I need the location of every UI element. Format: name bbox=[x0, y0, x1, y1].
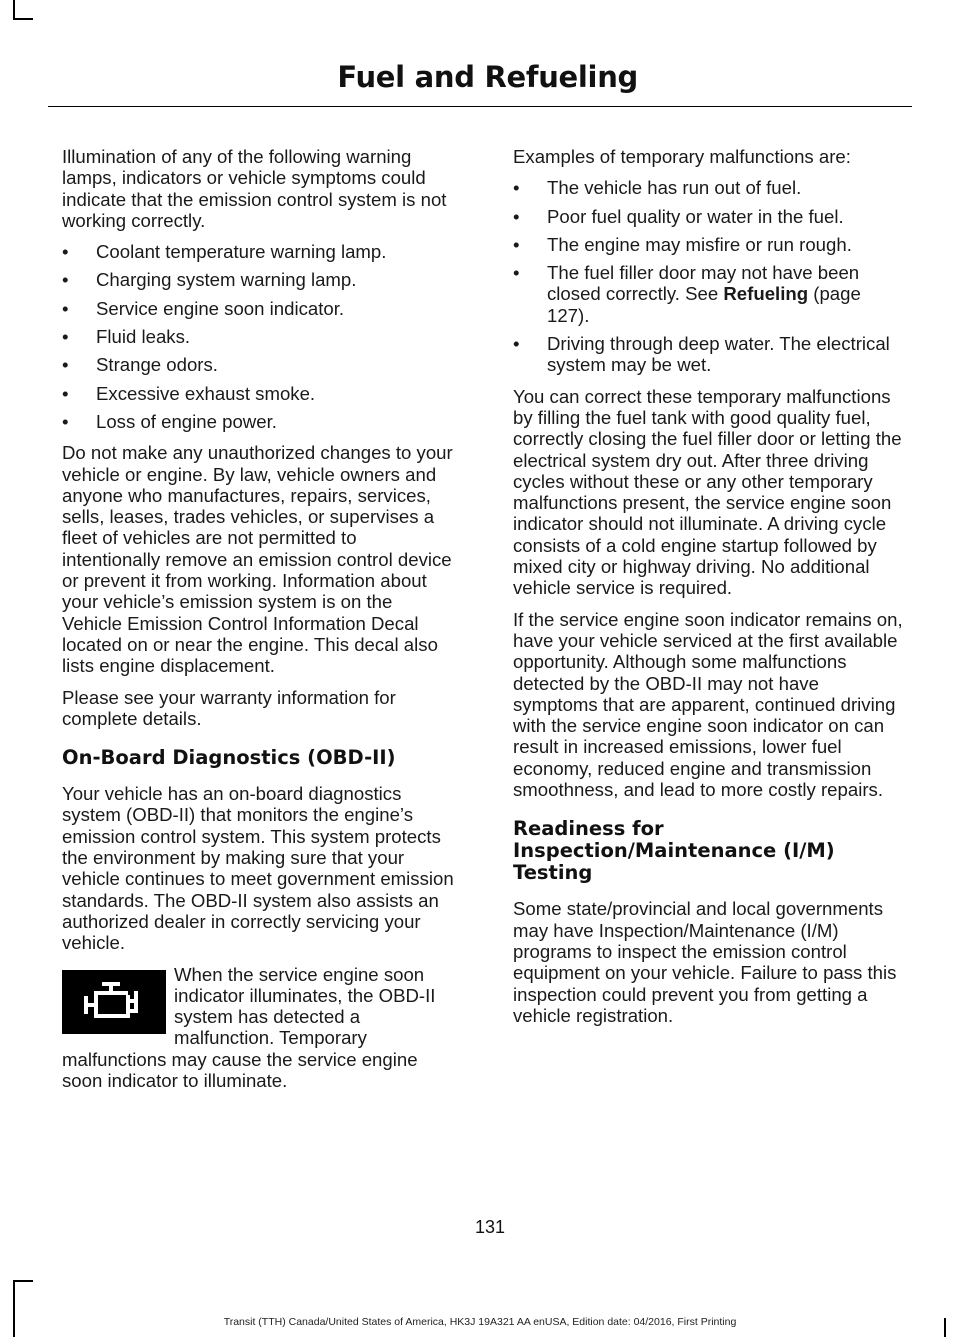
list-item: • Service engine soon indicator. bbox=[62, 298, 456, 319]
temporary-malfunction-list bbox=[513, 177, 907, 375]
im-testing-heading: Readiness for Inspection/Maintenance (I/M) Testing bbox=[513, 817, 835, 885]
header-divider bbox=[48, 106, 912, 107]
refueling-link[interactable]: Refueling bbox=[723, 283, 809, 305]
right-column bbox=[513, 146, 907, 1036]
obd-heading: On-Board Diagnostics (OBD-II) bbox=[62, 746, 396, 770]
list-item-text: The fuel filler door may not have been closed correctly. See bbox=[547, 262, 860, 305]
obd-paragraph: Your vehicle has an on-board diagnostics system (OBD-II) that monitors the engine’s emission control system. This system protects the environment by making sure that your vehicle continues to meet government emission standards. The OBD-II system also assists an authorized dealer in correctly servicing your vehicle. bbox=[62, 783, 454, 954]
crop-mark bbox=[13, 1280, 33, 1282]
list-item: • Poor fuel quality or water in the fuel. bbox=[513, 206, 907, 227]
indicator-remains-paragraph: If the service engine soon indicator remains on, have your vehicle serviced at the first available opportunity. Although some malfunctions detected by the OBD-II may not have symptoms that are apparent, continued driving with the service engine soon indicator on can result in increased emissions, lower fuel economy, reduced engine and transmission smoothness, and lead to more costly repairs. bbox=[513, 608, 903, 801]
list-item: • Fluid leaks. bbox=[62, 326, 456, 347]
list-item: • The engine may misfire or run rough. bbox=[513, 234, 907, 255]
list-item: • Driving through deep water. The electrical system may be wet. bbox=[513, 333, 907, 376]
warranty-paragraph: Please see your warranty information for complete details. bbox=[62, 686, 396, 729]
page-title: Fuel and Refueling bbox=[337, 60, 638, 94]
list-item: • Excessive exhaust smoke. bbox=[62, 383, 456, 404]
crop-mark bbox=[13, 18, 33, 20]
symptom-list bbox=[62, 241, 456, 432]
unauthorized-changes-paragraph: Do not make any unauthorized changes to your vehicle or engine. By law, vehicle owners and anyone who manufactures, repairs, services, sells, leases, trades vehicles, or supervises a fleet of vehicles are not permitted to intentionally remove an emission control device or prevent it from working. Information about your vehicle’s emission system is on the Vehicle Emission Control Information Decal located on or near the engine. This decal also lists engine displacement. bbox=[62, 442, 453, 677]
list-item: • Coolant temperature warning lamp. bbox=[62, 241, 456, 262]
engine-warning-icon bbox=[62, 970, 166, 1034]
footer-text: Transit (TTH) Canada/United States of America, HK3J 19A321 AA enUSA, Edition date: 04/2016, First Printing bbox=[223, 1316, 737, 1328]
list-item bbox=[513, 262, 907, 326]
indicator-block bbox=[62, 964, 456, 1092]
list-item: • Strange odors. bbox=[62, 354, 456, 375]
crop-mark bbox=[13, 1280, 15, 1337]
crop-mark bbox=[13, 0, 15, 20]
indicator-paragraph: When the service engine soon indicator illuminates, the OBD-II system has detected a malfunction. Temporary malfunctions may cause the service engine soon indicator to illuminate. bbox=[62, 963, 436, 1091]
list-item: • The vehicle has run out of fuel. bbox=[513, 177, 907, 198]
im-testing-paragraph: Some state/provincial and local governments may have Inspection/Maintenance (I/M) programs to inspect the emission control equipment on your vehicle. Failure to pass this inspection could prevent you from getting a vehicle registration. bbox=[513, 898, 897, 1026]
left-column bbox=[62, 146, 456, 1101]
page-reference: (page 127). bbox=[547, 283, 861, 326]
intro-paragraph: Illumination of any of the following warning lamps, indicators or vehicle symptoms could indicate that the emission control system is not working correctly. bbox=[62, 146, 447, 231]
correct-malfunctions-paragraph: You can correct these temporary malfunctions by filling the fuel tank with good quality fuel, correctly closing the fuel filler door or letting the electrical system dry out. After three driving cycles without these or any other temporary malfunctions present, the service engine soon indicator should not illuminate. A driving cycle consists of a cold engine startup followed by mixed city or highway driving. No additional vehicle service is required. bbox=[513, 385, 902, 599]
page-number: 131 bbox=[474, 1217, 506, 1237]
list-item: • Charging system warning lamp. bbox=[62, 269, 456, 290]
list-item: • Loss of engine power. bbox=[62, 411, 456, 432]
examples-intro: Examples of temporary malfunctions are: bbox=[513, 146, 851, 167]
